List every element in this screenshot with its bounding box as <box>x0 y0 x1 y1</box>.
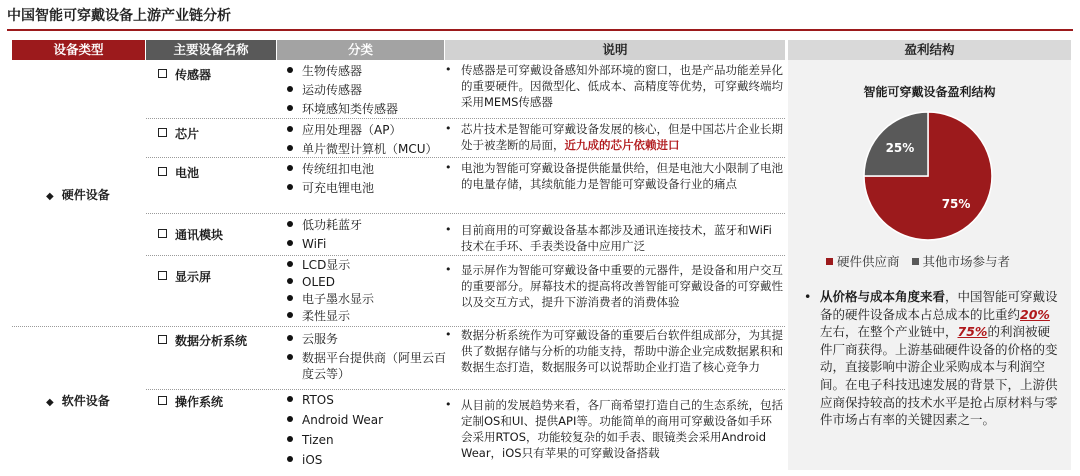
device-name: 数据分析系统 <box>158 332 247 349</box>
table-row <box>146 327 785 390</box>
bullet-dot-icon <box>287 278 293 284</box>
highlight-value: 75% <box>957 324 988 340</box>
bullet-dot-icon <box>287 354 293 360</box>
description: • 芯片技术是智能可穿戴设备发展的核心，但是中国芯片企业长期处于被垄断的局面，近九成的芯片依赖进口 <box>445 122 783 152</box>
category-item: Android Wear <box>285 410 450 430</box>
category-item: OLED <box>285 274 450 291</box>
analysis-lead: 从价格与成本角度来看 <box>820 289 946 304</box>
bullet-dot-icon <box>287 67 293 73</box>
category-item: RTOS <box>285 390 450 410</box>
bullet-dot-icon <box>287 145 293 151</box>
bullet-dot-icon <box>287 126 293 132</box>
category-item: 云服务 <box>285 331 450 347</box>
category-item: WiFi <box>285 235 450 254</box>
category-list <box>285 62 450 119</box>
category-item: LCD显示 <box>285 257 450 274</box>
description: • 传感器是可穿戴设备感知外部环境的窗口，也是产品功能差异化的重要硬件。因微型化、低成本、高精度等优势，可穿戴终端均采用MEMS传感器 <box>445 63 783 109</box>
device-name: 通讯模块 <box>158 226 223 243</box>
device-name: 显示屏 <box>158 268 211 285</box>
diamond-bullet-icon: ◆ <box>46 397 54 408</box>
bullet-dot-icon: • <box>804 289 812 304</box>
category-list <box>285 257 450 325</box>
category-item: 传统纽扣电池 <box>285 160 450 179</box>
highlight-value: 20% <box>1020 306 1050 322</box>
checkbox-square-icon <box>158 128 167 137</box>
table-row <box>146 158 785 214</box>
bullet-dot-icon <box>287 165 293 171</box>
bullet-dot-icon <box>287 436 293 442</box>
description: • 电池为智能可穿戴设备提供能量供给，但是电池大小限制了电池的电量存储，其续航能力是智能可穿戴设备行业的痛点 <box>445 161 783 191</box>
page-title: 中国智能可穿戴设备上游产业链分析 <box>7 8 231 24</box>
category-list <box>285 216 450 254</box>
category-item: 单片微型计算机（MCU） <box>285 140 450 159</box>
pie-chart <box>862 110 994 242</box>
bullet-dot-icon <box>287 184 293 190</box>
category-item: iOS <box>285 450 450 470</box>
header-description: 说明 <box>445 40 785 60</box>
category-item: 可充电锂电池 <box>285 179 450 198</box>
description: • 目前商用的可穿戴设备基本都涉及通讯连接技术，蓝牙和WiFi技术在手环、手表类设备中应用广泛 <box>445 223 772 253</box>
bullet-dot-icon <box>287 105 293 111</box>
chart-legend <box>826 252 1010 270</box>
bullet-dot-icon <box>287 312 293 318</box>
checkbox-square-icon <box>158 335 167 344</box>
device-name: 传感器 <box>158 66 211 83</box>
description: • 显示屏作为智能可穿戴设备中重要的元器件，是设备和用户交互的重要部分。屏幕技术的提高将改善智能可穿戴设备的可穿戴性以及交互方式，提升下游消费者的消费体验 <box>445 263 783 309</box>
category-item: Tizen <box>285 430 450 450</box>
checkbox-square-icon <box>158 396 167 405</box>
category-list <box>285 331 450 382</box>
bullet-dot-icon <box>287 416 293 422</box>
category-item: 电子墨水显示 <box>285 291 450 308</box>
highlight-text: 近九成的芯片依赖进口 <box>564 138 680 152</box>
chart-title: 智能可穿戴设备盈利结构 <box>863 85 996 99</box>
legend-swatch <box>912 258 919 265</box>
header-device-type: 设备类型 <box>12 40 145 60</box>
pie-value-label: 75% <box>941 197 971 212</box>
bullet-dot-icon <box>287 86 293 92</box>
description: • 从目前的发展趋势来看，各厂商希望打造自己的生态系统，包括定制OS和UI、提供API等。功能简单的商用可穿戴设备如手环会采用RTOS，功能较复杂的如手表、眼镜类会采用Android Wear，iOS只有苹果的可穿戴设备搭载 <box>445 398 783 460</box>
category-item: 柔性显示 <box>285 308 450 325</box>
category-list <box>285 160 450 198</box>
title-divider <box>7 29 1073 31</box>
device-name: 操作系统 <box>158 393 223 410</box>
category-list <box>285 121 450 159</box>
bullet-dot-icon <box>287 456 293 462</box>
checkbox-square-icon <box>158 229 167 238</box>
table-row <box>146 119 785 158</box>
bullet-dot-icon <box>287 295 293 301</box>
device-name: 芯片 <box>158 125 199 142</box>
category-item: 数据平台提供商（阿里云百度云等） <box>285 350 450 382</box>
pie-value-label: 25% <box>885 140 915 155</box>
checkbox-square-icon <box>158 69 167 78</box>
category-item: 低功耗蓝牙 <box>285 216 450 235</box>
bullet-dot-icon <box>287 335 293 341</box>
category-item: 运动传感器 <box>285 81 450 100</box>
checkbox-square-icon <box>158 271 167 280</box>
header-category: 分类 <box>277 40 444 60</box>
table-row <box>146 60 785 119</box>
bullet-dot-icon <box>287 221 293 227</box>
group-hardware-label: 硬件设备 <box>61 188 110 202</box>
description: • 数据分析系统作为可穿戴设备的重要后台软件组成部分，为其提供了数据存储与分析的功能支持，帮助中游企业完成数据累积和数据生态打造，数据服务可以说帮助企业打造了核心竞争力 <box>445 328 783 374</box>
legend-item-hardware: 硬件供应商 <box>826 254 900 269</box>
header-profit-structure: 盈利结构 <box>788 40 1071 60</box>
category-item: 环境感知类传感器 <box>285 100 450 119</box>
legend-swatch <box>826 258 833 265</box>
category-item: 应用处理器（AP） <box>285 121 450 140</box>
analysis-text: • 从价格与成本角度来看，中国智能可穿戴设备的硬件设备成本占总成本的比重约20%左右，在整个产业链中，75%的利润被硬件厂商获得。上游基础硬件设备的价格的变动，直接影响中游企业采购成本与利润空间。在电子科技迅速发展的背景下，上游供应商保持较高的技术水平是抢占原材料与零件市场占有率的关键因素之一。 <box>804 289 1058 428</box>
bullet-dot-icon <box>287 240 293 246</box>
header-device-name: 主要设备名称 <box>146 40 276 60</box>
category-item: 生物传感器 <box>285 62 450 81</box>
legend-item-others: 其他市场参与者 <box>912 254 1011 269</box>
bullet-dot-icon <box>287 396 293 402</box>
group-software-label: 软件设备 <box>61 394 110 408</box>
diamond-bullet-icon: ◆ <box>46 191 54 202</box>
checkbox-square-icon <box>158 167 167 176</box>
bullet-dot-icon <box>287 261 293 267</box>
device-name: 电池 <box>158 164 199 181</box>
table-row <box>146 390 785 470</box>
category-list <box>285 390 450 470</box>
table-row <box>146 256 785 326</box>
table-row <box>146 214 785 256</box>
